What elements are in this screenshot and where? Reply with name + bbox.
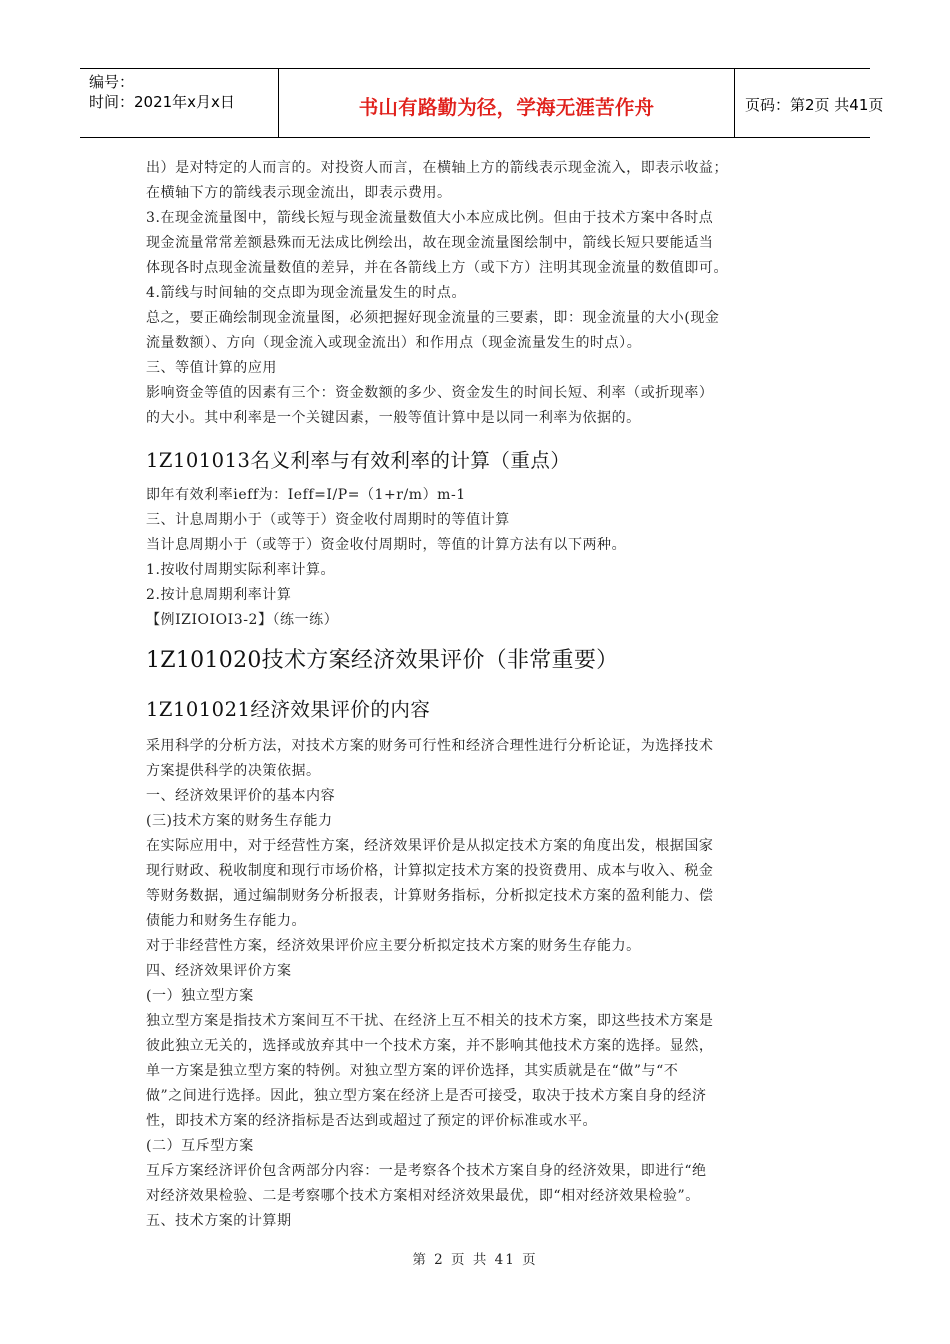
paragraph-line: 等财务数据，通过编制财务分析报表，计算财务指标，分析拟定技术方案的盈利能力、偿 <box>146 888 714 904</box>
section-heading-line: 一、经济效果评价的基本内容 <box>146 788 336 804</box>
header-meta-cell <box>80 69 278 137</box>
document-date-label: 时间：2021年x月x日 <box>89 93 235 111</box>
heading-1z101013: 1Z101013名义利率与有效利率的计算（重点） <box>146 449 571 472</box>
paragraph-line: 出）是对特定的人而言的。对投资人而言，在横轴上方的箭线表示现金流入，即表示收益； <box>146 160 728 176</box>
paragraph-line: 4.箭线与时间轴的交点即为现金流量发生的时点。 <box>146 285 467 301</box>
paragraph-line: 独立型方案是指技术方案间互不干扰、在经济上互不相关的技术方案，即这些技术方案是 <box>146 1013 714 1029</box>
section-heading-line: 三、等值计算的应用 <box>146 360 277 376</box>
section-heading-line: 三、计息周期小于（或等于）资金收付周期时的等值计算 <box>146 512 510 528</box>
paragraph-line: 做”之间进行选择。因此，独立型方案在经济上是否可接受，取决于技术方案自身的经济 <box>146 1088 707 1104</box>
header-page-info: 页码：第2页 共41页 <box>745 96 884 114</box>
paragraph-line: 互斥方案经济评价包含两部分内容：一是考察各个技术方案自身的经济效果，即进行“绝 <box>146 1163 707 1179</box>
paragraph-line: 在实际应用中，对于经营性方案，经济效果评价是从拟定技术方案的角度出发，根据国家 <box>146 838 714 854</box>
paragraph-line: 彼此独立无关的，选择或放弃其中一个技术方案，并不影响其他技术方案的选择。显然， <box>146 1038 714 1054</box>
heading-1z101021: 1Z101021经济效果评价的内容 <box>146 698 431 721</box>
heading-1z101020: 1Z101020技术方案经济效果评价（非常重要） <box>146 648 619 673</box>
page-footer: 第 2 页 共 41 页 <box>412 1252 538 1268</box>
paragraph-line: 性，即技术方案的经济指标是否达到或超过了预定的评价标准或水平。 <box>146 1113 598 1129</box>
page-header <box>80 68 884 138</box>
paragraph-line: 的大小。其中利率是一个关键因素，一般等值计算中是以同一利率为依据的。 <box>146 410 641 426</box>
list-item: 2.按计息周期利率计算 <box>146 587 292 603</box>
header-motto: 书山有路勤为径，学海无涯苦作舟 <box>358 96 655 119</box>
paragraph-line: 3.在现金流量图中，箭线长短与现金流量数值大小本应成比例。但由于技术方案中各时点 <box>146 210 714 226</box>
paragraph-line: 方案提供科学的决策依据。 <box>146 763 321 779</box>
paragraph-line: 总之，要正确绘制现金流量图，必须把握好现金流量的三要素，即：现金流量的大小(现金 <box>146 310 720 326</box>
document-number-label: 编号： <box>89 73 135 91</box>
paragraph-line: 现金流量常常差额悬殊而无法成比例绘出，故在现金流量图绘制中，箭线长短只要能适当 <box>146 235 714 251</box>
list-item: 1.按收付周期实际利率计算。 <box>146 562 336 578</box>
paragraph-line: 对于非经营性方案，经济效果评价应主要分析拟定技术方案的财务生存能力。 <box>146 938 641 954</box>
paragraph-line: 影响资金等值的因素有三个：资金数额的多少、资金发生的时间长短、利率（或折现率） <box>146 385 714 401</box>
paragraph-line: 现行财政、税收制度和现行市场价格，计算拟定技术方案的投资费用、成本与收入、税金 <box>146 863 714 879</box>
paragraph-line: 债能力和财务生存能力。 <box>146 913 307 929</box>
header-motto-cell <box>278 69 735 137</box>
paragraph-line: 对经济效果检验、二是考察哪个技术方案相对经济效果最优，即“相对经济效果检验”。 <box>146 1188 700 1204</box>
paragraph-line: 在横轴下方的箭线表示现金流出，即表示费用。 <box>146 185 452 201</box>
example-line: 【例IZIOIOI3-2】（练一练） <box>146 612 339 628</box>
subsection-heading-line: (一）独立型方案 <box>146 988 254 1004</box>
paragraph-line: 单一方案是独立型方案的特例。对独立型方案的评价选择，其实质就是在“做”与“不 <box>146 1063 679 1079</box>
formula-line: 即年有效利率ieff为：Ieff=I/P=（1+r/m）m-1 <box>146 487 466 503</box>
subsection-heading-line: (二）互斥型方案 <box>146 1138 254 1154</box>
section-heading-line: 四、经济效果评价方案 <box>146 963 292 979</box>
paragraph-line: 体现各时点现金流量数值的差异，并在各箭线上方（或下方）注明其现金流量的数值即可。 <box>146 260 728 276</box>
header-page-cell <box>733 69 884 137</box>
paragraph-line: 流量数额）、方向（现金流入或现金流出）和作用点（现金流量发生的时点）。 <box>146 335 642 351</box>
subsection-heading-line: (三)技术方案的财务生存能力 <box>146 813 333 829</box>
paragraph-line: 当计息周期小于（或等于）资金收付周期时，等值的计算方法有以下两种。 <box>146 537 627 553</box>
paragraph-line: 采用科学的分析方法，对技术方案的财务可行性和经济合理性进行分析论证，为选择技术 <box>146 738 714 754</box>
section-heading-line: 五、技术方案的计算期 <box>146 1213 292 1229</box>
